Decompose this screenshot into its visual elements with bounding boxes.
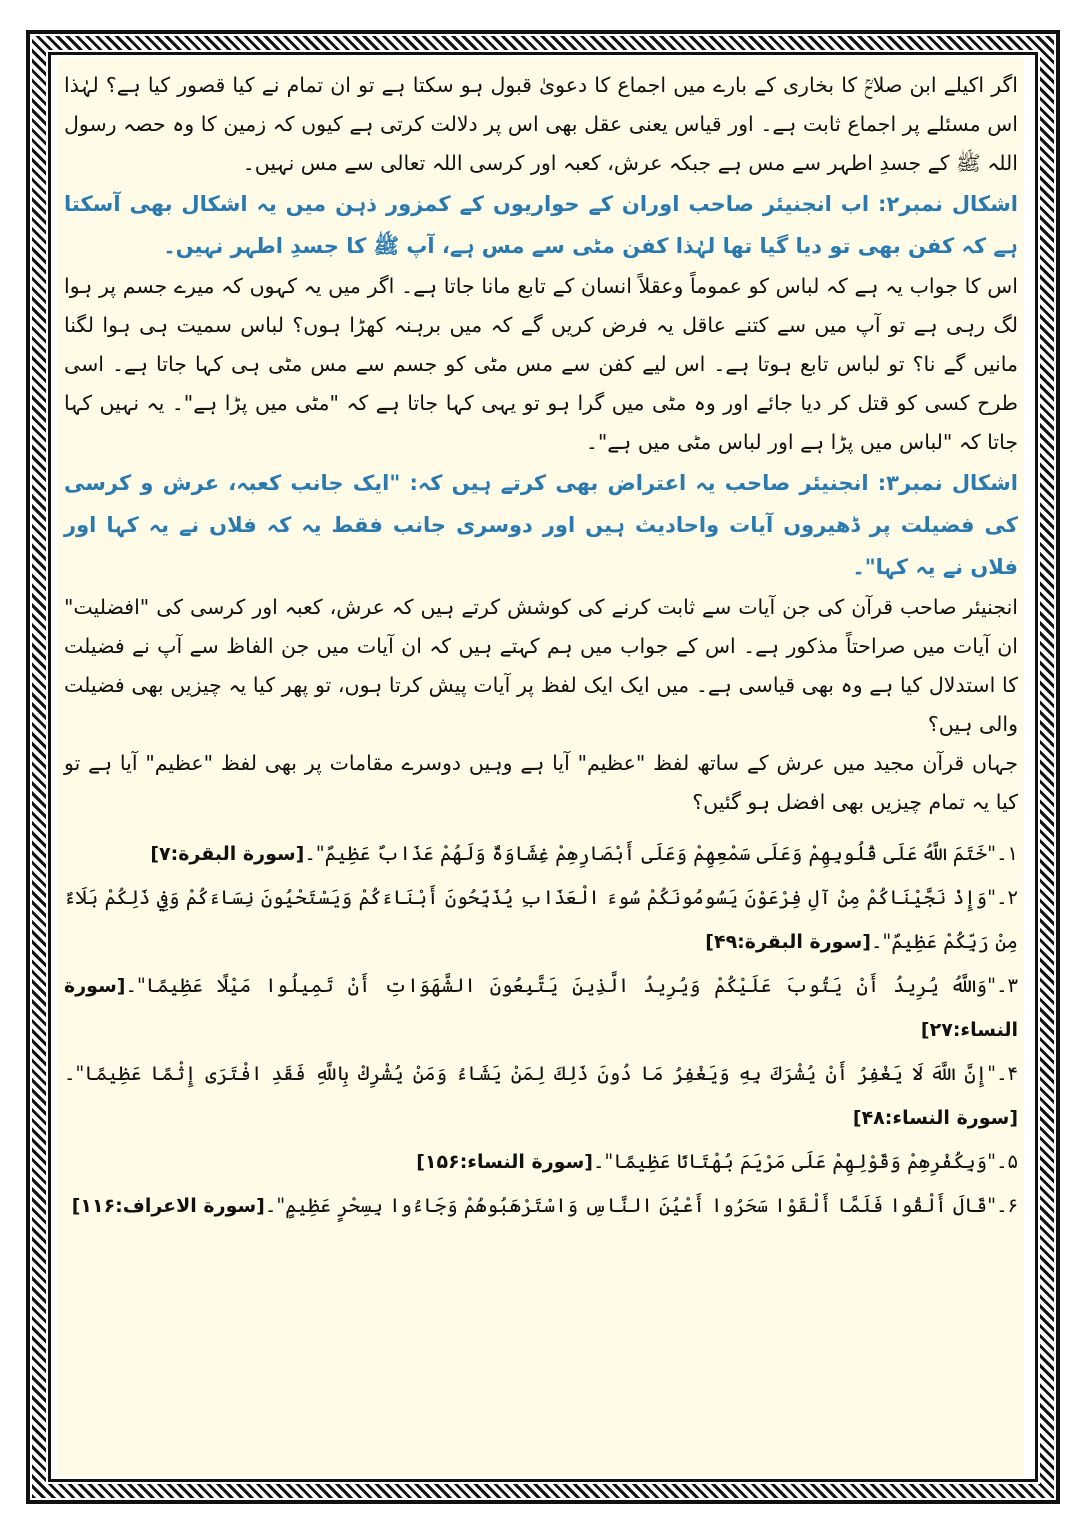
- verse-number: ۲۔: [996, 886, 1018, 909]
- verse-reference: [سورة النساء:۲۷]: [64, 975, 1018, 1041]
- verse-text: "خَتَمَ اللَّهُ عَلَى قُلُوبِهِمْ وَعَلَى سَمْعِهِمْ وَعَلَى أَبْصَارِهِمْ غِشَاوَةٌ وَلَهُمْ عَذَابٌ عَظِيمٌ"۔: [304, 842, 997, 865]
- verse-text: "وَاللَّهُ يُرِيدُ أَنْ يَتُوبَ عَلَيْكُمْ وَيُرِيدُ الَّذِينَ يَتَّبِعُونَ الشَّهَوَاتِ أَنْ تَمِيلُوا مَيْلًا عَظِيمًا"۔: [125, 974, 997, 997]
- verse-reference: [سورة البقرة:۷]: [150, 843, 305, 865]
- verse-4: [64, 1052, 1018, 1140]
- verse-6: [64, 1184, 1018, 1228]
- verse-number: ۴۔: [996, 1062, 1018, 1085]
- verse-text: "إِنَّ اللَّهَ لَا يَغْفِرُ أَنْ يُشْرَكَ بِهِ وَيَغْفِرُ مَا دُونَ ذَلِكَ لِمَنْ يَشَاءُ وَمَنْ يُشْرِكْ بِاللَّهِ فَقَدِ افْتَرَى إِثْمًا عَظِيمًا"۔: [64, 1062, 997, 1085]
- page-content: [58, 58, 1024, 1476]
- verse-reference: [سورة البقرة:۴۹]: [705, 931, 871, 953]
- paragraph-3: انجنیئر صاحب قرآن کی جن آیات سے ثابت کرنے کی کوشش کرتے ہیں کہ عرش، کعبہ اور کرسی کی "افضلیت" ان آیات میں صراحتاً مذکور ہے۔ اس کے جواب میں ہم کہتے ہیں کہ ان آیات میں جن الفاظ سے آپ نے فضیلت کا استدلال کیا ہے وہ بھی قیاسی ہے۔ میں ایک ایک لفظ پر آیات پیش کرتا ہوں، تو پھر کیا یہ چیزیں بھی فضیلت والی ہیں؟: [64, 595, 1018, 736]
- paragraph-2: اس کا جواب یہ ہے کہ لباس کو عموماً وعقلاً انسان کے تابع مانا جاتا ہے۔ اگر میں یہ کہوں کہ میرے جسم پر ہوا لگ رہی ہے تو آپ میں سے کتنے عاقل یہ فرض کریں گے کہ میں برہنہ کھڑا ہوں؟ لباس سمیت ہی ہوا لگنا مانیں گے نا؟ تو لباس تابع ہوتا ہے۔ اس لیے کفن سے مس مٹی کو جسم سے مس مٹی ہی کہا جاتا ہے۔ اسی طرح کسی کو قتل کر دیا جائے اور وہ مٹی میں گرا ہو تو یہی کہا جاتا ہے کہ "مٹی میں پڑا ہے"۔ یہ نہیں کہا جاتا کہ "لباس میں پڑا ہے اور لباس مٹی میں ہے"۔: [64, 274, 1018, 454]
- verse-2: [64, 876, 1018, 964]
- verse-1: [64, 832, 1018, 876]
- objection-3-heading: اشکال نمبر۳: انجنیئر صاحب یہ اعتراض بھی کرتے ہیں کہ: "ایک جانب کعبہ، عرش و کرسی کی فضیلت پر ڈھیروں آیات واحادیث ہیں اور دوسری جانب فقط یہ کہ فلاں نے یہ کہا اور فلاں نے یہ کہا"۔: [64, 471, 1018, 579]
- objection-2-heading: اشکال نمبر۲: اب انجنیئر صاحب اوران کے حواریوں کے کمزور ذہن میں یہ اشکال بھی آسکتا ہے کہ کفن بھی تو دیا گیا تھا لہٰذا کفن مٹی سے مس ہے، آپ ﷺ کا جسدِ اطہر نہیں۔: [64, 192, 1018, 258]
- verse-number: ۱۔: [996, 842, 1018, 865]
- verse-reference: [سورة الاعراف:۱۱۶]: [71, 1195, 265, 1217]
- verse-text: "وَإِذْ نَجَّيْنَاكُمْ مِنْ آلِ فِرْعَوْنَ يَسُومُونَكُمْ سُوءَ الْعَذَابِ يُذَبِّحُونَ أَبْنَاءَكُمْ وَيَسْتَحْيُونَ نِسَاءَكُمْ وَفِي ذَلِكُمْ بَلَاءٌ مِنْ رَبِّكُمْ عَظِيمٌ"۔: [64, 886, 1018, 953]
- verse-text: "قَالَ أَلْقُوا فَلَمَّا أَلْقَوْا سَحَرُوا أَعْيُنَ النَّاسِ وَاسْتَرْهَبُوهُمْ وَجَاءُوا بِسِحْرٍ عَظِيمٍ"۔: [264, 1194, 997, 1217]
- verse-number: ۵۔: [996, 1150, 1018, 1173]
- paragraph-1: اگر اکیلے ابن صلاحؒ کا بخاری کے بارے میں اجماع کا دعویٰ قبول ہو سکتا ہے تو ان تمام نے کیا قصور کیا ہے؟ لہٰذا اس مسئلے پر اجماع ثابت ہے۔ اور قیاس یعنی عقل بھی اس پر دلالت کرتی ہے کیوں کہ زمین کا وہ حصہ رسول اللہ ﷺ کے جسدِ اطہر سے مس ہے جبکہ عرش، کعبہ اور کرسی اللہ تعالی سے مس نہیں۔: [64, 73, 1018, 175]
- paragraph-4: جہاں قرآن مجید میں عرش کے ساتھ لفظ "عظیم" آیا ہے وہیں دوسرے مقامات پر بھی لفظ "عظیم" آیا ہے تو کیا یہ تمام چیزیں بھی افضل ہو گئیں؟: [64, 751, 1018, 814]
- verse-text: "وَبِكُفْرِهِمْ وَقَوْلِهِمْ عَلَى مَرْيَمَ بُهْتَانًا عَظِيمًا"۔: [592, 1150, 997, 1173]
- verse-number: ۳۔: [996, 974, 1018, 997]
- verse-reference: [سورة النساء:۴۸]: [852, 1107, 1018, 1129]
- verse-3: [64, 964, 1018, 1052]
- verse-5: [64, 1140, 1018, 1184]
- verse-number: ۶۔: [996, 1194, 1018, 1217]
- verse-reference: [سورة النساء:۱۵۶]: [416, 1151, 593, 1173]
